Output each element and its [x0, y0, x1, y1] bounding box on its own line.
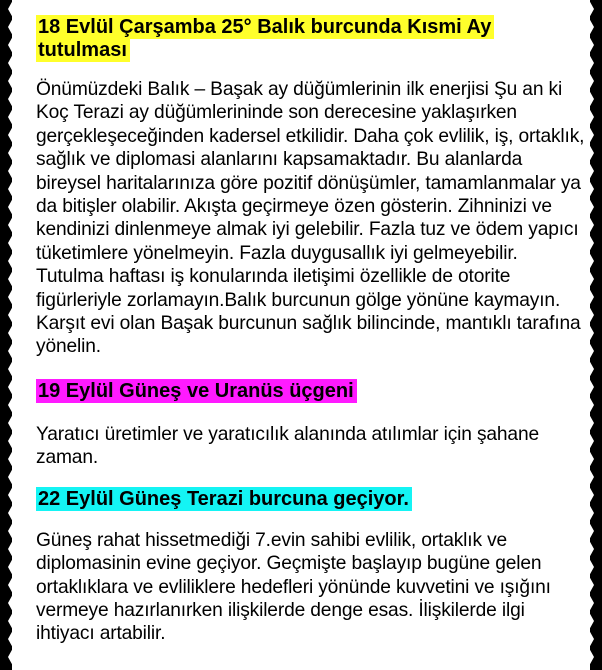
- paragraph-lunar-eclipse: Önümüzdeki Balık – Başak ay düğümlerinin ilk enerjisi Şu an ki Koç Terazi ay düğümlerininde son derecesine yaklaşırken gerçekleşeceğinden kadersel etkilidir. Daha çok evlilik, iş, ortaklık, sağlık ve diplomasi alanlarını kapsamaktadır. Bu alanlarda bireysel haritalarınıza göre pozitif dönüşümler, tamamlanmalar ya da bitişler olabilir. Akışta geçirmeye özen gösterin. Zihninizi ve kendinizi dinlenmeye almak iyi gelebilir. Fazla tuz ve ödem yapıcı tüketimlere yönelmeyin. Fazla duygusallık iyi gelmeyebilir. Tutulma haftası iş konularında iletişimi özellikle de otorite figürleriyle zorlamayın.Balık burcunun gölge yönüne kaymayın. Karşıt evi olan Başak burcunun sağlık bilincinde, mantıklı tarafına yönelin.: [36, 79, 585, 358]
- right-torn-edge: [586, 0, 594, 670]
- document-content: [36, 10, 586, 646]
- paragraph-sun-uranus-trine: Yaratıcı üretimler ve yaratıcılık alanında atılımlar için şahane zaman.: [36, 423, 539, 469]
- heading-lunar-eclipse: [36, 16, 586, 62]
- paragraph-sun-enters-libra: Güneş rahat hissetmediği 7.evin sahibi evlilik, ortaklık ve diplomasinin evine geçiyor. Geçmişte başlayıp bugüne gelen ortaklıklara ve evliliklere hedefleri yönünde kuvvetini ve ışığını vermeye hazırlanırken ilişkilerde denge esas. İlişkilerde ilgi ihtiyacı artabilir.: [36, 529, 551, 645]
- heading-sun-enters-libra: [36, 488, 586, 511]
- heading-highlight: 19 Eylül Güneş ve Uranüs üçgeni: [36, 379, 357, 403]
- heading-sun-uranus-trine: [36, 380, 586, 403]
- heading-highlight: 18 Evlül Çarşamba 25° Balık burcunda Kısmi Ay tutulması: [36, 15, 494, 62]
- left-torn-edge: [8, 0, 16, 670]
- heading-highlight: 22 Eylül Güneş Terazi burcuna geçiyor.: [36, 487, 412, 511]
- document-page: [12, 0, 590, 670]
